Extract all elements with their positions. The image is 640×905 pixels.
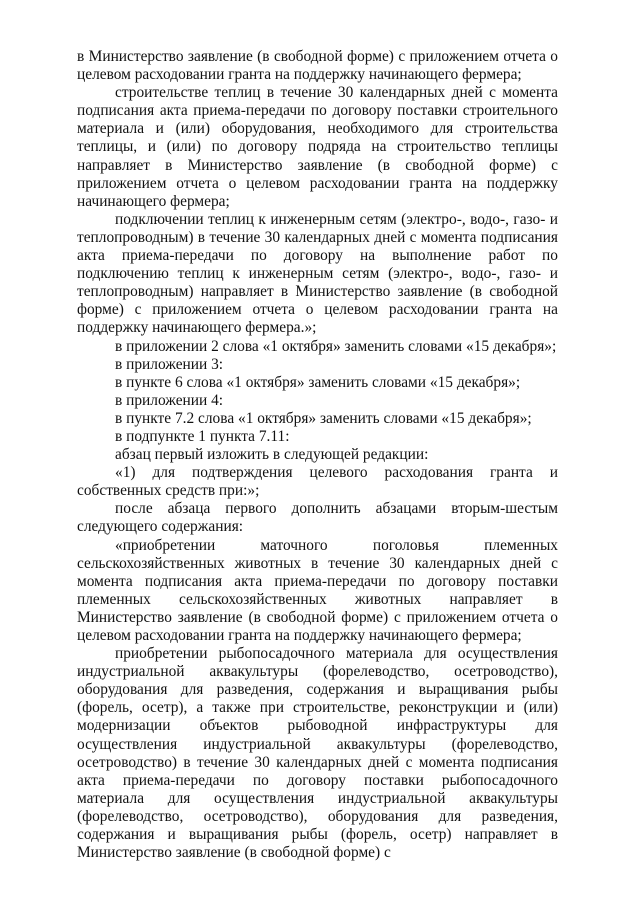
paragraph-5: в приложении 3: [115,355,224,373]
paragraph-10: абзац первый изложить в следующей редакции: [115,446,429,464]
paragraph-8: в пункте 7.2 слова «1 октября» заменить словами «15 декабря»; [115,409,532,427]
paragraph-9: в подпункте 1 пункта 7.11: [115,427,290,445]
paragraph-12: после абзаца первого дополнить абзацами вторым-шестым следующего содержания: [77,500,558,536]
paragraph-7: в приложении 4: [115,391,224,409]
paragraph-1: в Министерство заявление (в свободной форме) с приложением отчета о целевом расходовании гранта на поддержку начинающего фермера; [77,48,558,84]
paragraph-11: «1) для подтверждения целевого расходования гранта и собственных средств при:»; [77,464,558,500]
paragraph-6: в пункте 6 слова «1 октября» заменить словами «15 декабря»; [115,373,521,391]
paragraph-13: «приобретении маточного поголовья племенных сельскохозяйственных животных в течение 30 календарных дней с момента подписания акта приема-передачи по договору поставки племенных сельскохозяйственных животных направляет в Министерство заявление (в свободной форме) с приложением отчета о целевом расходовании гранта на поддержку начинающего фермера; [77,536,558,644]
paragraph-14: приобретении рыбопосадочного материала для осуществления индустриальной аквакультуры (форелеводство, осетроводство), оборудования для разведения, содержания и выращивания рыбы (форель, осетр), а также при строительстве, реконструкции и (или) модернизации объектов рыбоводной инфраструктуры для осуществления индустриальной аквакультуры (форелеводство, осетроводство) в течение 30 календарных дней с момента подписания акта приема-передачи по договору поставки рыбопосадочного материала для осуществления индустриальной аквакультуры (форелеводство, осетроводство), оборудования для разведения, содержания и выращивания рыбы (форель, осетр) направляет в Министерство заявление (в свободной форме) с [77,645,558,862]
paragraph-3: подключении теплиц к инженерным сетям (электро-, водо-, газо- и теплопроводным) в течение 30 календарных дней с момента подписания акта приема-передачи по договору на выполнение работ по подключению теплиц к инженерным сетям (электро-, водо-, газо- и теплопроводным) направляет в Министерство заявление (в свободной форме) с приложением отчета о целевом расходовании гранта на поддержку начинающего фермера.»; [77,210,558,337]
paragraph-2: строительстве теплиц в течение 30 календарных дней с момента подписания акта приема-передачи по договору поставки строительного материала и (или) оборудования, необходимого для строительства теплицы, и (или) по договору подряда на строительство теплицы направляет в Министерство заявление (в свободной форме) с приложением отчета о целевом расходовании гранта на поддержку начинающего фермера; [77,84,558,210]
paragraph-4: в приложении 2 слова «1 октября» заменить словами «15 декабря»; [115,337,557,355]
